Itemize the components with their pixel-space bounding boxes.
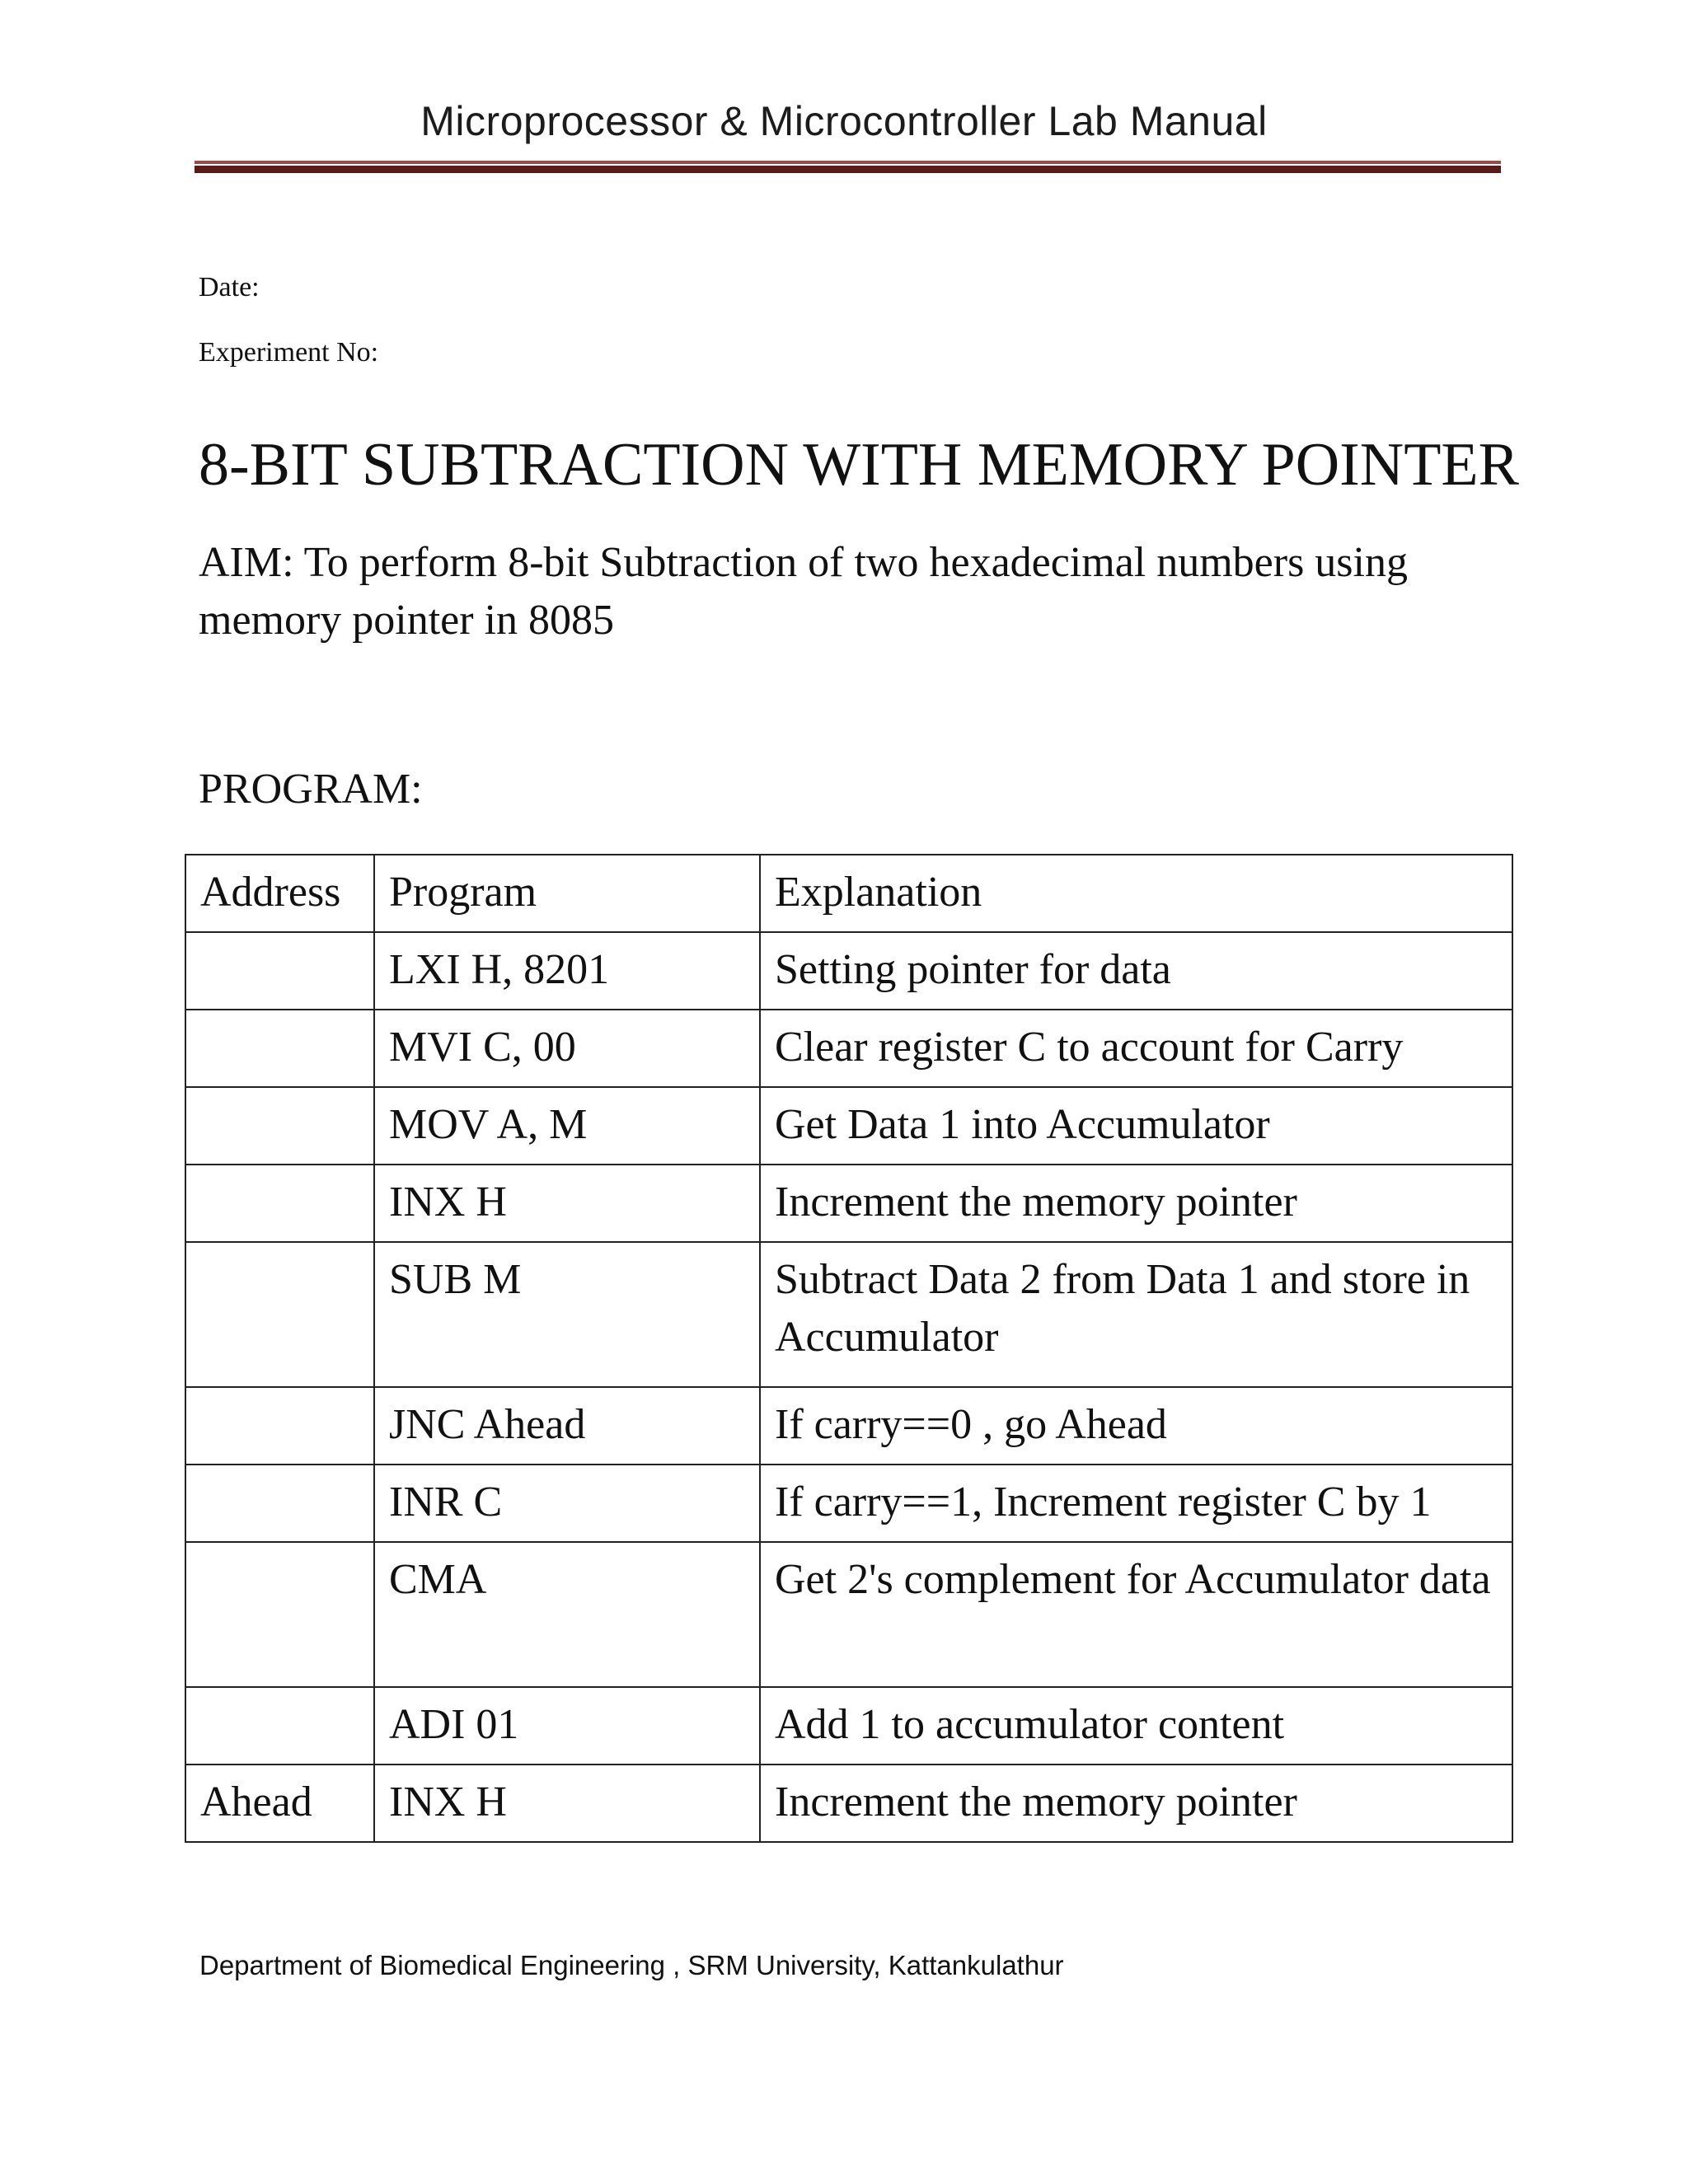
date-label: Date: [199,272,260,302]
address-cell [185,932,374,1010]
program-cell: MOV A, M [374,1087,760,1165]
program-cell: ADI 01 [374,1687,760,1765]
table-row [185,1542,1512,1687]
table-row [185,1165,1512,1242]
table-row [185,1465,1512,1542]
program-cell: INX H [374,1765,760,1842]
table-row [185,1387,1512,1465]
table-row [185,1242,1512,1387]
table-header-row [185,855,1512,932]
explanation-cell: Increment the memory pointer [760,1165,1512,1242]
explanation-cell: Increment the memory pointer [760,1765,1512,1842]
address-cell [185,1387,374,1465]
program-cell: CMA [374,1542,760,1687]
program-cell: INR C [374,1465,760,1542]
table-row [185,932,1512,1010]
header-rule [195,161,1501,174]
page-header-title: Microprocessor & Microcontroller Lab Manual [420,98,1268,144]
explanation-cell: Get 2's complement for Accumulator data [760,1542,1512,1687]
explanation-cell: Setting pointer for data [760,932,1512,1010]
program-table [185,854,1513,1843]
page-footer: Department of Biomedical Engineering , SRM University, Kattankulathur [199,1950,1064,1980]
address-cell [185,1687,374,1765]
table-row [185,1010,1512,1087]
address-cell [185,1542,374,1687]
explanation-cell: Get Data 1 into Accumulator [760,1087,1512,1165]
column-header-address: Address [185,855,374,932]
header-rule-thick [195,166,1501,173]
header-rule-thin [195,161,1501,164]
document-title: 8-BIT SUBTRACTION WITH MEMORY POINTER [199,431,1519,499]
explanation-cell: Clear register C to account for Carry [760,1010,1512,1087]
explanation-cell: If carry==0 , go Ahead [760,1387,1512,1465]
address-cell [185,1165,374,1242]
address-cell [185,1465,374,1542]
program-cell: SUB M [374,1242,760,1387]
address-cell: Ahead [185,1765,374,1842]
explanation-cell: Subtract Data 2 from Data 1 and store in Accumulator [760,1242,1512,1387]
program-cell: INX H [374,1165,760,1242]
column-header-program: Program [374,855,760,932]
explanation-cell: Add 1 to accumulator content [760,1687,1512,1765]
program-cell: JNC Ahead [374,1387,760,1465]
explanation-cell: If carry==1, Increment register C by 1 [760,1465,1512,1542]
column-header-explanation: Explanation [760,855,1512,932]
table-row [185,1687,1512,1765]
address-cell [185,1087,374,1165]
table-row [185,1087,1512,1165]
program-cell: MVI C, 00 [374,1010,760,1087]
address-cell [185,1010,374,1087]
address-cell [185,1242,374,1387]
program-heading: PROGRAM: [199,766,423,813]
experiment-number-label: Experiment No: [199,337,379,368]
program-cell: LXI H, 8201 [374,932,760,1010]
table-row [185,1765,1512,1842]
aim-paragraph: AIM: To perform 8-bit Subtraction of two hexadecimal numbers using memory pointer in 8085 [199,539,1408,644]
